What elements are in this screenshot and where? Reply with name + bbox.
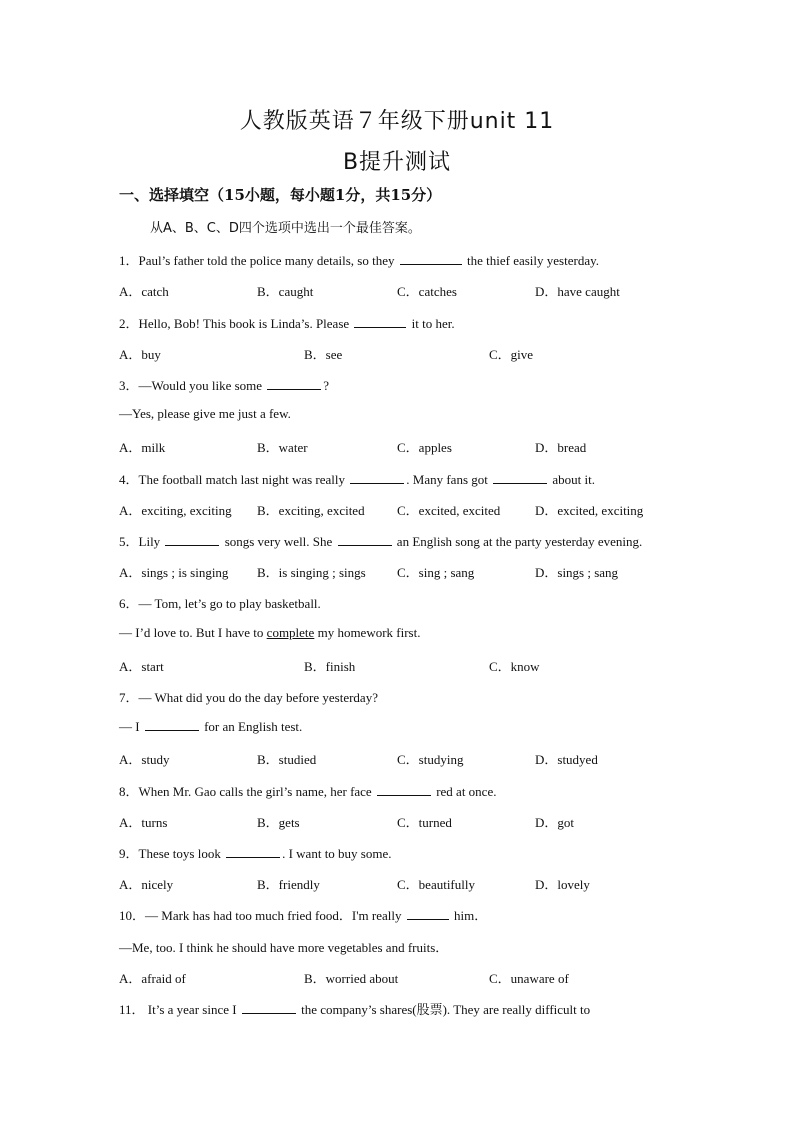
option: A．afraid of <box>119 971 186 986</box>
option: C．studying <box>397 752 464 767</box>
option: A．exciting, exciting <box>119 503 232 518</box>
option: A．study <box>119 752 170 767</box>
answer-blank <box>493 471 547 484</box>
document-title: 人教版英语７年级下册unit 11 <box>239 109 555 134</box>
question-7: 7．— What did you do the day before yesterday? <box>119 690 378 705</box>
question-3-response: —Yes, please give me just a few. <box>119 406 291 421</box>
option: D．lovely <box>535 877 590 892</box>
question-4: 4．The football match last night was really . Many fans got about it. <box>119 472 595 487</box>
answer-blank <box>377 783 431 796</box>
option: B．finish <box>304 659 356 674</box>
section-heading: 一、选择填空（15小题，每小题1分，共15分） <box>119 186 442 204</box>
option: B．caught <box>257 284 314 299</box>
question-6: 6．— Tom, let’s go to play basketball. <box>119 596 321 611</box>
question-2: 2．Hello, Bob! This book is Linda’s. Please it to her. <box>119 316 455 331</box>
question-1: 1．Paul’s father told the police many details, so they the thief easily yesterday. <box>119 253 599 268</box>
option: C．know <box>489 659 540 674</box>
answer-blank <box>165 533 219 546</box>
option: C．sing ; sang <box>397 565 475 580</box>
option: B．worried about <box>304 971 399 986</box>
option: D．sings ; sang <box>535 565 619 580</box>
question-6-response: — I’d love to. But I have to complete my homework first. <box>119 625 421 640</box>
question-3: 3．—Would you like some ? <box>119 378 330 393</box>
underlined-word: complete <box>266 625 315 640</box>
option: C．give <box>489 347 534 362</box>
option: A．buy <box>119 347 161 362</box>
answer-blank <box>145 718 199 731</box>
question-10-response: —Me, too. I think he should have more vegetables and fruits． <box>119 940 449 955</box>
option: B．gets <box>257 815 300 830</box>
option: C．unaware of <box>489 971 569 986</box>
option: A．start <box>119 659 164 674</box>
question-9: 9．These toys look . I want to buy some. <box>119 846 392 861</box>
answer-blank <box>338 533 392 546</box>
option: D．excited, exciting <box>535 503 644 518</box>
question-5: 5．Lily songs very well. She an English song at the party yesterday evening. <box>119 534 643 549</box>
answer-blank <box>242 1001 296 1014</box>
option: C．apples <box>397 440 452 455</box>
answer-blank <box>407 907 449 920</box>
answer-blank <box>226 845 280 858</box>
document-subtitle: B提升测试 <box>342 150 452 175</box>
option: B．friendly <box>257 877 320 892</box>
option: A．nicely <box>119 877 174 892</box>
option: B．studied <box>257 752 317 767</box>
answer-blank <box>400 252 462 265</box>
option: C．turned <box>397 815 452 830</box>
option: D．have caught <box>535 284 620 299</box>
option: A．catch <box>119 284 169 299</box>
option: C．beautifully <box>397 877 475 892</box>
option: D．got <box>535 815 575 830</box>
option: C．excited, excited <box>397 503 501 518</box>
question-11: 11． It’s a year since I the company’s shares(股票). They are really difficult to <box>119 1002 591 1017</box>
answer-blank <box>350 471 404 484</box>
option: D．studyed <box>535 752 598 767</box>
option: B．exciting, excited <box>257 503 365 518</box>
option: C．catches <box>397 284 457 299</box>
question-7-response: — I for an English test. <box>119 719 303 734</box>
option: A．sings ; is singing <box>119 565 229 580</box>
instructions: 从A、B、C、D四个选项中选出一个最佳答案。 <box>150 221 421 236</box>
option: B．is singing ; sings <box>257 565 366 580</box>
question-10: 10．— Mark has had too much fried food．I'm really him． <box>119 908 488 923</box>
option: D．bread <box>535 440 587 455</box>
option: A．milk <box>119 440 166 455</box>
option: B．water <box>257 440 308 455</box>
option: B．see <box>304 347 343 362</box>
question-8: 8．When Mr. Gao calls the girl’s name, her face red at once. <box>119 784 497 799</box>
answer-blank <box>354 315 406 328</box>
option: A．turns <box>119 815 168 830</box>
answer-blank <box>267 377 321 390</box>
